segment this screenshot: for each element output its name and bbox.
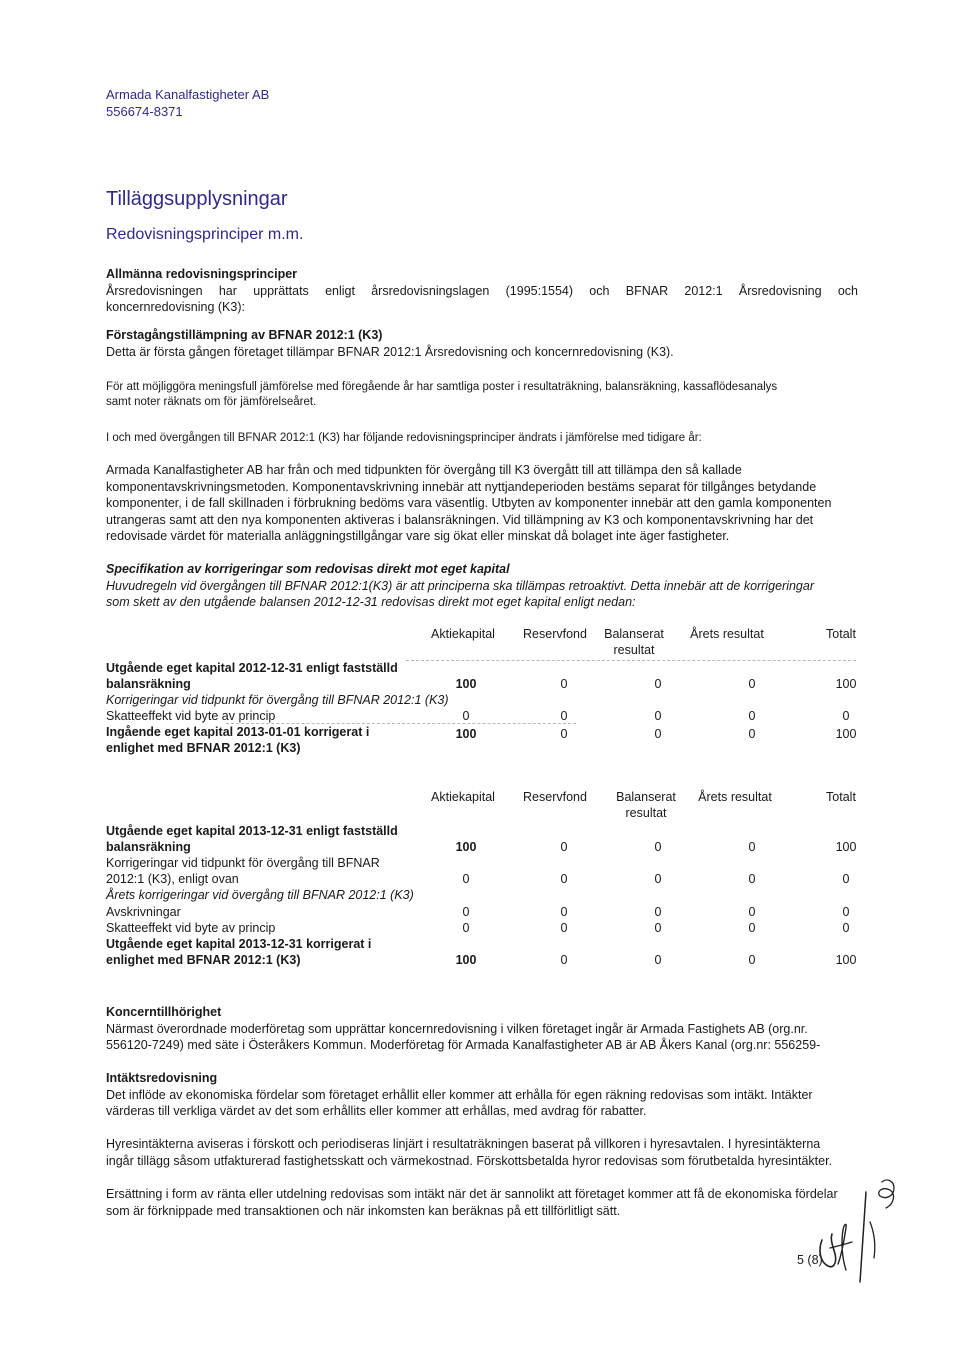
cell: 0 <box>560 677 568 691</box>
spec-section <box>106 561 858 611</box>
cell: 100 <box>455 953 477 967</box>
intakt-section <box>106 1070 858 1120</box>
row-label: Skatteeffekt vid byte av princip <box>106 709 276 723</box>
col-header: Reservfond <box>523 790 587 804</box>
cell: 0 <box>560 953 568 967</box>
row-label: Utgående eget kapital 2013-12-31 enligt fastställd balansräkning <box>106 824 398 854</box>
spec-line-1: Huvudregeln vid övergången till BFNAR 2012:1(K3) är att principerna ska tillämpas retroaktivt. Detta innebär att de korrigeringar <box>106 578 814 593</box>
allmanna-section <box>106 266 858 316</box>
koncern-line-1: Närmast överordnade moderföretag som upprättar koncernredovisning i vilken företaget ingår är Armada Fastighets AB (org.nr. <box>106 1021 808 1036</box>
komp-line-2: komponentavskrivningsmetoden. Komponentavskrivning innebär att nyttjandeperioden bestäms separat för tillgånges betydande <box>106 479 817 494</box>
page-title: Tilläggsupplysningar <box>106 188 288 210</box>
cell: 0 <box>748 905 756 919</box>
cell: 0 <box>560 727 568 741</box>
cell: 0 <box>560 921 568 935</box>
row-label: Årets korrigeringar vid övergång till BFNAR 2012:1 (K3) <box>106 888 414 902</box>
ersattning-paragraph <box>106 1186 858 1219</box>
allmanna-line-2: koncernredovisning (K3): <box>106 300 245 314</box>
cell: 0 <box>560 709 568 723</box>
company-name: Armada Kanalfastigheter AB <box>106 87 270 102</box>
col-header: Aktiekapital <box>431 790 495 804</box>
divider <box>406 660 856 661</box>
cell: 0 <box>654 921 662 935</box>
cell: 0 <box>654 953 662 967</box>
cell: 100 <box>835 953 857 967</box>
cell: 0 <box>842 905 850 919</box>
col-header: Årets resultat <box>698 790 772 804</box>
col-header: Balanserat resultat <box>604 627 664 657</box>
intakt-p3-line-2: som är förknippade med transaktionen och när inkomsten kan beräknas på ett tillförlitligt sätt. <box>106 1203 621 1218</box>
row-label: Utgående eget kapital 2012-12-31 enligt fastställd balansräkning <box>106 661 398 691</box>
koncern-heading: Koncerntillhörighet <box>106 1005 222 1019</box>
forsta-heading: Förstagångstillämpning av BFNAR 2012:1 (K3) <box>106 328 383 342</box>
spec-line-2: som skett av den utgående balansen 2012-12-31 redovisas direkt mot eget kapital enligt nedan: <box>106 595 636 609</box>
intakt-p2-line-2: ingår tillägg såsom utfakturerad fastighetsskatt och värmekostnad. Förskottsbetalda hyror redovisas som förutbetalda hyresintäkter. <box>106 1153 833 1168</box>
intakt-p3-line-1: Ersättning i form av ränta eller utdelning redovisas som intäkt när det är sannolikt att företaget kommer att få de ekonomiska fördelar <box>106 1187 838 1201</box>
cell: 0 <box>654 872 662 886</box>
equity-table-2013 <box>106 626 858 761</box>
row-label: Korrigeringar vid tidpunkt för övergång till BFNAR 2012:1 (K3), enligt ovan <box>106 856 380 886</box>
komp-line-4: utrangeras samt att den nya komponenten aktiveras i balansräkningen. Vid tillämpning av K3 och komponentavskrivning har det <box>106 512 814 527</box>
allmanna-heading: Allmänna redovisningsprinciper <box>106 267 298 281</box>
komp-line-1: Armada Kanalfastigheter AB har från och med tidpunkten för övergång till K3 övergått till att tillämpa den så kallade <box>106 463 742 477</box>
intakt-heading: Intäktsredovisning <box>106 1071 218 1085</box>
page-number: 5 (8) <box>797 1253 823 1267</box>
cell: 0 <box>560 840 568 854</box>
cell: 0 <box>842 709 850 723</box>
forsta-section <box>106 327 858 360</box>
cell: 100 <box>455 840 477 854</box>
hyres-paragraph <box>106 1136 858 1169</box>
cell: 0 <box>560 872 568 886</box>
row-label: Ingående eget kapital 2013-01-01 korrigerat i enlighet med BFNAR 2012:1 (K3) <box>106 725 370 755</box>
cell: 0 <box>748 677 756 691</box>
equity-table-2014 <box>106 789 858 974</box>
cell: 100 <box>455 677 477 691</box>
col-header: Aktiekapital <box>431 627 495 641</box>
company-header <box>106 86 269 120</box>
row-label: Avskrivningar <box>106 905 181 919</box>
col-header: Totalt <box>826 627 856 641</box>
overgang-paragraph <box>106 431 858 446</box>
koncern-line-2: 556120-7249) med säte i Österåkers Kommun. Moderföretag för Armada Kanalfastigheter AB är AB Åkers Kanal (org.nr: 556259- <box>106 1038 821 1052</box>
cell: 0 <box>654 677 662 691</box>
koncern-section <box>106 1004 858 1054</box>
jamforelse-line-1: För att möjliggöra meningsfull jämförelse med föregående år har samtliga poster i resultaträkning, balansräkning, kassaflödesanalys <box>106 381 778 393</box>
row-label: Skatteeffekt vid byte av princip <box>106 921 276 935</box>
handwritten-initials-signature <box>790 1178 910 1298</box>
col-header: Reservfond <box>523 627 587 641</box>
overgang-text: I och med övergången till BFNAR 2012:1 (K3) har följande redovisningsprinciper ändrats i jämförelse med tidigare år: <box>106 432 702 444</box>
cell: 0 <box>462 921 470 935</box>
cell: 0 <box>748 953 756 967</box>
cell: 100 <box>455 727 477 741</box>
col-header: Årets resultat <box>690 627 764 641</box>
section-title: Redovisningsprinciper m.m. <box>106 226 304 243</box>
intakt-p2-line-1: Hyresintäkterna aviseras i förskott och periodiseras linjärt i resultaträkningen baserat på villkoren i hyresavtalen. I hyresintäkterna <box>106 1137 821 1151</box>
komp-line-5: redovisade värdet för materialla anläggningstillgångar vare sig ökat eller minskat då bolaget inte äger fastigheter. <box>106 529 730 543</box>
cell: 0 <box>654 727 662 741</box>
intakt-p1-line-2: värderas till verkliga värdet av det som erhållits eller kommer att erhållas, med avdrag för rabatter. <box>106 1104 647 1118</box>
cell: 0 <box>748 872 756 886</box>
forsta-text: Detta är första gången företaget tillämpar BFNAR 2012:1 Årsredovisning och koncernredovisning (K3). <box>106 344 674 359</box>
cell: 100 <box>835 727 857 741</box>
cell: 100 <box>835 677 857 691</box>
cell: 0 <box>462 709 470 723</box>
allmanna-line-1: Årsredovisningen har upprättats enligt årsredovisningslagen (1995:1554) och BFNAR 2012:1 Årsredovisning och <box>106 283 858 298</box>
cell: 0 <box>654 709 662 723</box>
cell: 0 <box>654 905 662 919</box>
cell: 0 <box>748 727 756 741</box>
cell: 0 <box>842 921 850 935</box>
cell: 0 <box>560 905 568 919</box>
cell: 0 <box>748 921 756 935</box>
cell: 0 <box>842 872 850 886</box>
cell: 0 <box>462 872 470 886</box>
intakt-p1-line-1: Det inflöde av ekonomiska fördelar som företaget erhållit eller kommer att erhålla för egen räkning redovisas som intäkt. Intäkter <box>106 1087 813 1102</box>
komp-line-3: komponenter, i de fall skillnaden i förbrukning bedöms vara väsentlig. Utbyten av komponenter innebär att den gamla komponenten <box>106 496 832 510</box>
komponent-paragraph <box>106 462 858 545</box>
org-number: 556674-8371 <box>106 104 183 119</box>
cell: 0 <box>462 905 470 919</box>
row-label: Utgående eget kapital 2013-12-31 korrigerat i enlighet med BFNAR 2012:1 (K3) <box>106 937 372 967</box>
cell: 0 <box>748 840 756 854</box>
jamforelse-paragraph <box>106 380 858 410</box>
col-header: Balanserat resultat <box>616 790 676 820</box>
cell: 100 <box>835 840 857 854</box>
cell: 0 <box>654 840 662 854</box>
jamforelse-line-2: samt noter räknats om för jämförelseåret. <box>106 396 317 409</box>
col-header: Totalt <box>826 790 856 804</box>
row-label: Korrigeringar vid tidpunkt för övergång till BFNAR 2012:1 (K3) <box>106 693 449 707</box>
spec-title: Specifikation av korrigeringar som redovisas direkt mot eget kapital <box>106 562 510 576</box>
cell: 0 <box>748 709 756 723</box>
